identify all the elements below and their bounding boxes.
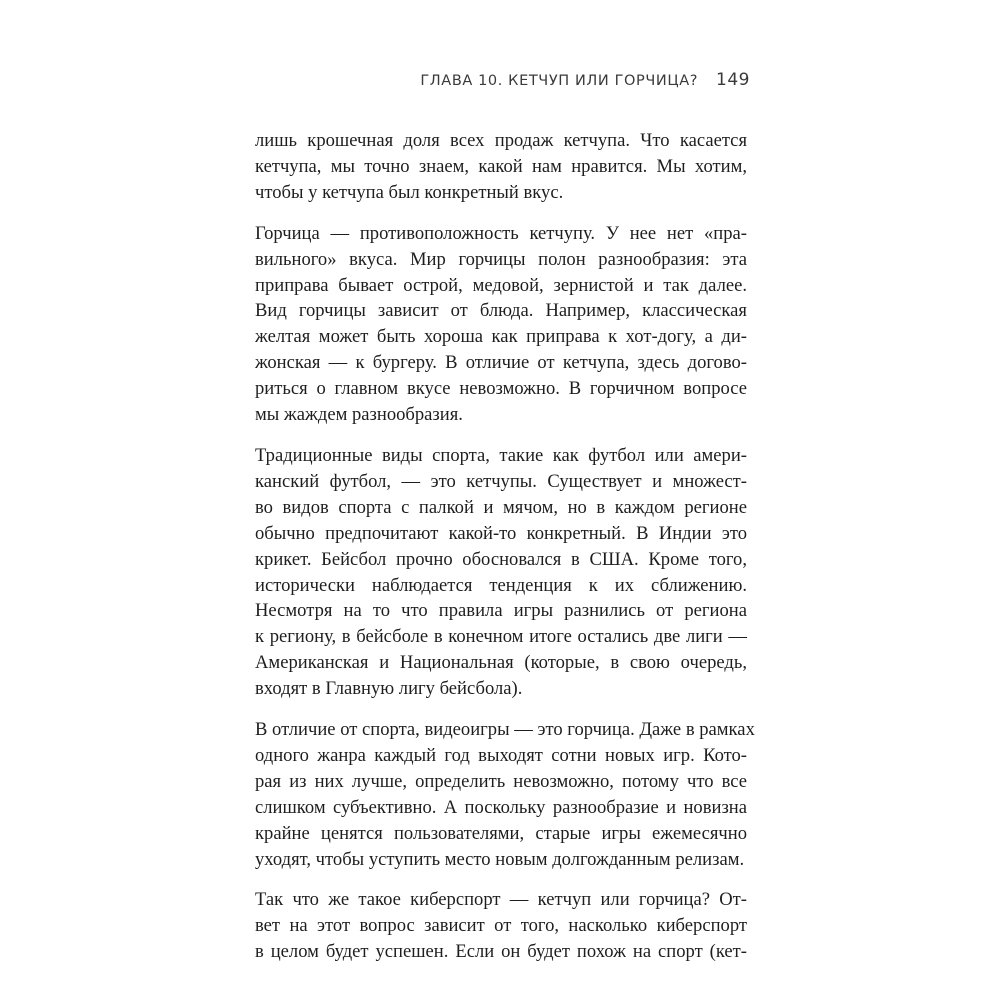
text-line: вильного» вкуса. Мир горчицы полон разнообразия: эта (255, 248, 747, 270)
text-line: желтая может быть хороша как приправа к хот-догу, а ди- (255, 326, 747, 348)
text-line: входят в Главную лигу бейсбола). (255, 678, 523, 700)
text-line: мы жаждем разнообразия. (255, 404, 463, 426)
text-line: Американская и Национальная (которые, в свою очередь, (255, 652, 747, 674)
text-line: В отличие от спорта, видеоигры — это горчица. Даже в рамках (255, 719, 755, 741)
paragraph (255, 443, 747, 702)
paragraph (255, 221, 747, 428)
text-line: крайне ценятся пользователями, старые игры ежемесячно (255, 822, 747, 844)
text-line: в целом будет успешен. Если он будет похож на спорт (кет- (255, 941, 747, 963)
text-line: канский футбол, — это кетчупы. Существует и множест- (255, 470, 747, 492)
chapter-title: ГЛАВА 10. КЕТЧУП ИЛИ ГОРЧИЦА? (420, 73, 699, 89)
text-line: Горчица — противоположность кетчупу. У нее нет «пра- (255, 222, 747, 244)
text-line: приправа бывает острой, медовой, зернистой и так далее. (255, 274, 747, 296)
text-line: Традиционные виды спорта, такие как футбол или амери- (255, 444, 747, 466)
paragraph (255, 887, 747, 965)
running-header (420, 70, 750, 90)
text-line: крикет. Бейсбол прочно обосновался в США. Кроме того, (255, 548, 747, 570)
text-line: слишком субъективно. А поскольку разнообразие и новизна (255, 796, 747, 818)
text-line: во видов спорта с палкой и мячом, но в каждом регионе (255, 496, 747, 518)
text-line: кетчупа, мы точно знаем, какой нам нравится. Мы хотим, (255, 155, 747, 177)
text-line: Так что же такое киберспорт — кетчуп или горчица? От- (255, 889, 747, 911)
text-line: Вид горчицы зависит от блюда. Например, классическая (255, 300, 747, 322)
page-number: 149 (716, 70, 750, 90)
text-line: обычно предпочитают какой-то конкретный. В Индии это (255, 522, 747, 544)
text-line: вет на этот вопрос зависит от того, насколько киберспорт (255, 915, 747, 937)
text-line: риться о главном вкусе невозможно. В горчичном вопросе (255, 378, 747, 400)
text-line: Несмотря на то что правила игры разнились от региона (255, 600, 747, 622)
text-line: лишь крошечная доля всех продаж кетчупа. Что касается (255, 130, 747, 151)
text-line: одного жанра каждый год выходят сотни новых игр. Кото- (255, 744, 747, 766)
text-line: к региону, в бейсболе в конечном итоге остались две лиги — (255, 626, 747, 648)
text-line: исторически наблюдается тенденция к их сближению. (255, 574, 747, 596)
text-line: чтобы у кетчупа был конкретный вкус. (255, 181, 564, 203)
body-text (255, 128, 755, 980)
text-line: рая из них лучше, определить невозможно, потому что все (255, 770, 747, 792)
paragraph (255, 128, 747, 206)
paragraph (255, 717, 755, 872)
text-line: жонская — к бургеру. В отличие от кетчупа, здесь догово- (255, 352, 747, 374)
text-line: уходят, чтобы уступить место новым долгожданным релизам. (255, 848, 745, 870)
